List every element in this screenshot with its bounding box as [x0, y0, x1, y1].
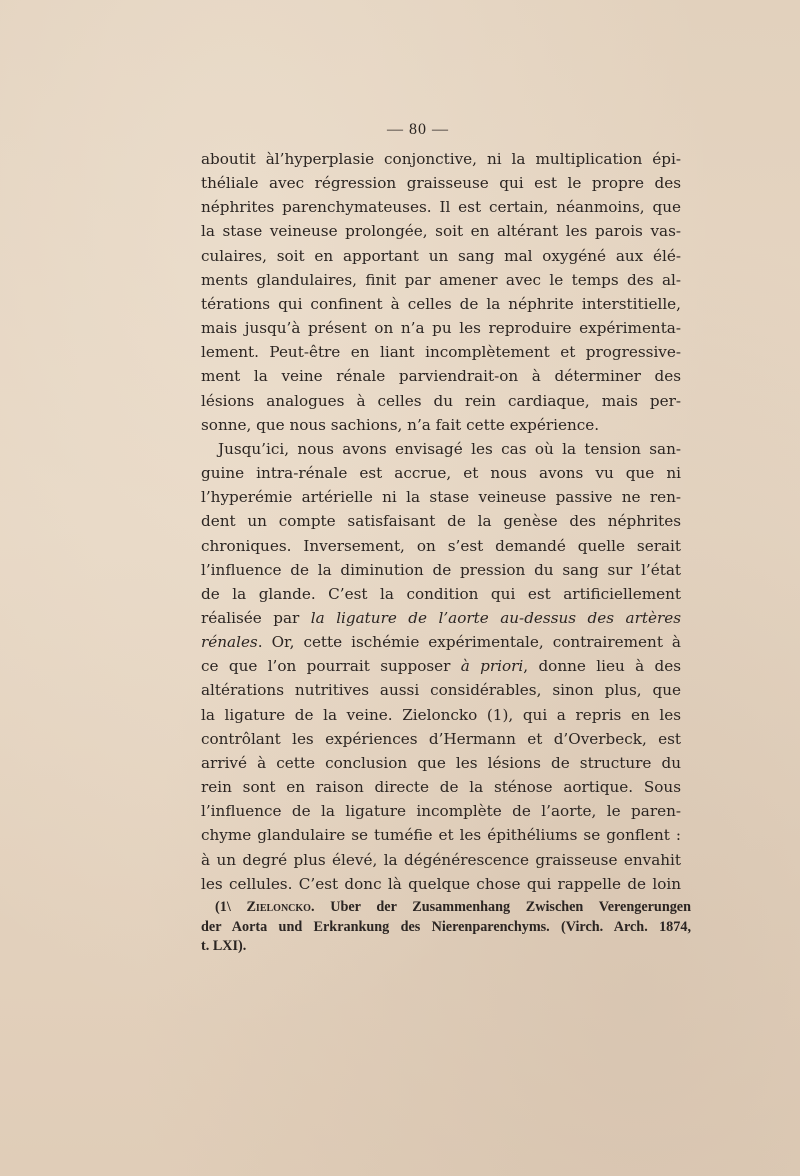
text-line: [201, 654, 681, 678]
text-line: aboutit àl’hyperplasie conjonctive, ni la multiplication épi-: [201, 150, 681, 168]
body-text: [201, 147, 681, 896]
footnote-author: Zieloncko: [246, 899, 311, 915]
text-line: l’influence de la diminution de pression du sang sur l’état: [201, 560, 681, 579]
text-segment: . Or, cette ischémie expérimentale, contrairement à: [257, 633, 681, 652]
text-line: rein sont en raison directe de la sténose aortique. Sous: [201, 778, 681, 797]
text-line: lement. Peut-être en liant incomplètement et progressive-: [201, 343, 681, 362]
text-segment: réalisée par: [201, 608, 311, 627]
text-line: [201, 630, 681, 654]
text-line: les cellules. C’est donc là quelque chose qui rappelle de loin: [201, 874, 681, 893]
text-line: sonne, que nous sachions, n’a fait cette expérience.: [201, 415, 600, 434]
text-line: contrôlant les expériences d’Hermann et d’Overbeck, est: [201, 729, 681, 748]
footnote: [201, 898, 691, 957]
text-line: Jusqu’ici, nous avons envisagé les cas où la tension san-: [218, 439, 681, 458]
text-segment: , donne lieu à des: [523, 657, 681, 676]
text-line: guine intra-rénale est accrue, et nous avons vu que ni: [201, 464, 681, 483]
footnote-marker: (1\: [215, 899, 231, 915]
footnote-line: [201, 898, 691, 918]
italic-text: à priori: [460, 657, 524, 676]
text-line: la ligature de la veine. Zieloncko (1), qui a repris en les: [201, 705, 681, 724]
text-line: dent un compte satisfaisant de la genèse des néphrites: [201, 512, 681, 531]
italic-text: rénales: [201, 633, 258, 652]
text-line: de la glande. C’est la condition qui est artificiellement: [201, 584, 681, 603]
text-line: l’hyperémie artérielle ni la stase veineuse passive ne ren-: [201, 488, 681, 507]
footnote-line: der Aorta und Erkrankung des Nierenparenchyms. (Virch. Arch. 1874,: [201, 918, 691, 935]
text-line: chyme glandulaire se tuméfie et les épithéliums se gonflent :: [201, 826, 681, 845]
italic-text: la ligature de l’aorte au-dessus des artères: [310, 608, 681, 627]
text-line: ments glandulaires, finit par amener avec le temps des al-: [201, 270, 681, 289]
text-line: néphrites parenchymateuses. Il est certain, néanmoins, que: [201, 198, 681, 217]
text-line: culaires, soit en apportant un sang mal oxygéné aux élé-: [201, 246, 681, 265]
text-line: ment la veine rénale parviendrait-on à déterminer des: [201, 367, 681, 386]
text-line: arrivé à cette conclusion que les lésions de structure du: [201, 753, 681, 772]
text-line: l’influence de la ligature incomplète de l’aorte, le paren-: [201, 802, 681, 821]
text-line: chroniques. Inversement, on s’est demandé quelle serait: [201, 536, 681, 555]
text-line: térations qui confinent à celles de la néphrite interstitielle,: [201, 294, 681, 313]
page-number: — 80 —: [387, 121, 449, 138]
text-line: mais jusqu’à présent on n’a pu les reproduire expérimenta-: [201, 319, 681, 338]
text-line: lésions analogues à celles du rein cardiaque, mais per-: [201, 391, 681, 410]
text-line: la stase veineuse prolongée, soit en altérant les parois vas-: [201, 222, 681, 241]
text-line: [201, 606, 681, 630]
footnote-text: . Uber der Zusammenhang Zwischen Verengerungen: [310, 899, 691, 915]
text-line: altérations nutritives aussi considérables, sinon plus, que: [201, 681, 681, 700]
footnote-line: t. LXI).: [201, 938, 247, 954]
text-line: théliale avec régression graisseuse qui est le propre des: [201, 174, 681, 193]
text-segment: ce que l’on pourrait supposer: [201, 657, 461, 676]
text-line: à un degré plus élevé, la dégénérescence graisseuse envahit: [201, 850, 681, 869]
